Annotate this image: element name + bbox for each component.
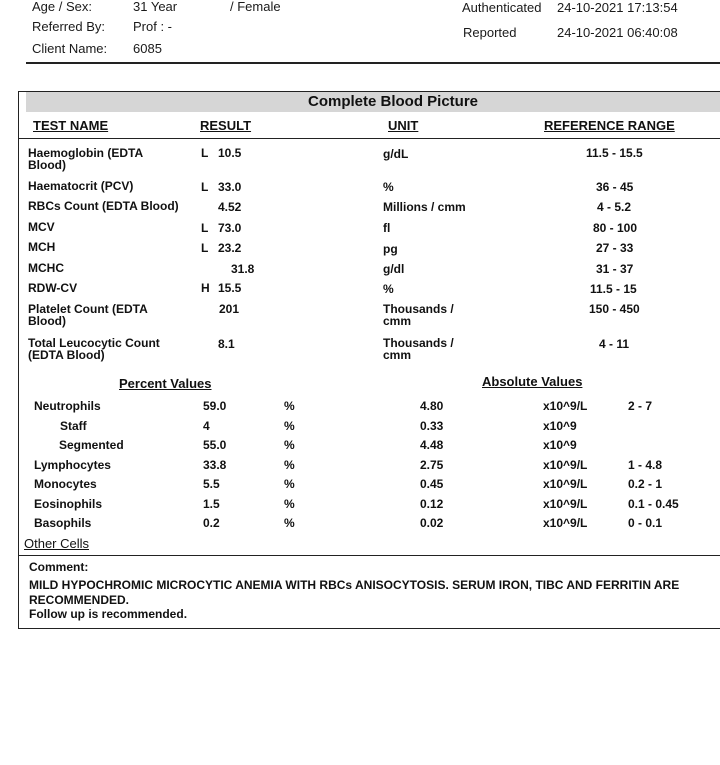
result-unit: g/dL — [383, 147, 409, 161]
result-value: 8.1 — [218, 337, 235, 351]
absolute-value: 4.80 — [420, 399, 444, 413]
absolute-unit: x10^9/L — [543, 516, 588, 530]
absolute-unit: x10^9 — [543, 438, 577, 452]
report-title: Complete Blood Picture — [307, 93, 479, 110]
comment-rule — [18, 555, 720, 556]
test-name: MCV — [28, 220, 55, 234]
test-name: Haemoglobin (EDTA Blood) — [28, 146, 144, 172]
percent-value: 0.2 — [203, 516, 220, 530]
other-cells-label: Other Cells — [24, 536, 90, 551]
client-value: 6085 — [133, 41, 162, 56]
referred-label: Referred By: — [32, 19, 105, 34]
reference-range: 4 - 11 — [599, 337, 630, 351]
cell-name: Neutrophils — [34, 399, 101, 413]
comment-line-3: Follow up is recommended. — [29, 607, 188, 621]
table-header-rule — [18, 138, 720, 139]
percent-unit: % — [284, 458, 295, 472]
report-title-banner — [26, 92, 720, 112]
reference-range: 11.5 - 15 — [590, 282, 637, 296]
comment-label: Comment: — [29, 560, 89, 574]
absolute-unit: x10^9/L — [543, 497, 588, 511]
differential-range: 2 - 7 — [628, 399, 653, 413]
result-flag: L — [201, 241, 209, 255]
header-reference-range: REFERENCE RANGE — [544, 118, 675, 133]
client-label: Client Name: — [32, 41, 108, 56]
differential-range: 0.2 - 1 — [628, 477, 663, 491]
comment-line-1: MILD HYPOCHROMIC MICROCYTIC ANEMIA WITH RBCs ANISOCYTOSIS. SERUM IRON, TIBC AND FERRITIN ARE — [29, 578, 680, 592]
reported-datetime: 24-10-2021 06:40:08 — [557, 25, 678, 40]
result-unit: g/dl — [383, 262, 405, 276]
result-unit: pg — [383, 242, 398, 256]
reference-range: 27 - 33 — [596, 241, 634, 255]
reference-range: 80 - 100 — [593, 221, 638, 235]
absolute-values-header: Absolute Values — [482, 374, 583, 389]
cell-name: Staff — [60, 419, 87, 433]
result-value: 31.8 — [231, 262, 255, 276]
result-flag: H — [201, 281, 210, 295]
age-sex-label: Age / Sex: — [32, 0, 92, 14]
differential-range: 0 - 0.1 — [628, 516, 663, 530]
differential-range: 0.1 - 0.45 — [628, 497, 679, 511]
percent-values-header: Percent Values — [119, 376, 212, 391]
result-value: 73.0 — [218, 221, 242, 235]
result-unit: fl — [383, 221, 391, 235]
percent-value: 5.5 — [203, 477, 220, 491]
reference-range: 36 - 45 — [596, 180, 634, 194]
reference-range: 4 - 5.2 — [597, 200, 632, 214]
result-flag: L — [201, 146, 209, 160]
percent-value: 59.0 — [203, 399, 227, 413]
result-value: 33.0 — [218, 180, 242, 194]
percent-unit: % — [284, 477, 295, 491]
result-value: 15.5 — [218, 281, 242, 295]
absolute-unit: x10^9/L — [543, 458, 588, 472]
result-value: 10.5 — [218, 146, 242, 160]
absolute-unit: x10^9/L — [543, 477, 588, 491]
cell-name: Monocytes — [34, 477, 97, 491]
percent-unit: % — [284, 399, 295, 413]
test-name: RBCs Count (EDTA Blood) — [28, 199, 179, 213]
test-name: Haematocrit (PCV) — [28, 179, 134, 193]
percent-unit: % — [284, 497, 295, 511]
result-unit: Millions / cmm — [383, 200, 466, 214]
result-flag: L — [201, 180, 209, 194]
cell-name: Eosinophils — [34, 497, 103, 511]
result-value: 201 — [219, 302, 240, 316]
result-unit: Thousands / cmm — [383, 336, 454, 362]
header-unit: UNIT — [388, 118, 419, 133]
percent-unit: % — [284, 516, 295, 530]
test-name: MCHC — [28, 261, 64, 275]
reference-range: 11.5 - 15.5 — [586, 146, 643, 160]
absolute-value: 0.33 — [420, 419, 444, 433]
absolute-unit: x10^9 — [543, 419, 577, 433]
result-unit: Thousands / cmm — [383, 302, 454, 328]
percent-unit: % — [284, 438, 295, 452]
reported-label: Reported — [463, 25, 517, 40]
sex-value: / Female — [230, 0, 281, 14]
absolute-value: 0.12 — [420, 497, 444, 511]
test-name: RDW-CV — [28, 281, 78, 295]
result-value: 4.52 — [218, 200, 242, 214]
cell-name: Segmented — [59, 438, 124, 452]
result-value: 23.2 — [218, 241, 242, 255]
reference-range: 31 - 37 — [596, 262, 634, 276]
reference-range: 150 - 450 — [589, 302, 640, 316]
comment-line-2: RECOMMENDED. — [29, 593, 130, 607]
absolute-value: 2.75 — [420, 458, 444, 472]
test-name: Platelet Count (EDTA Blood) — [28, 302, 148, 328]
absolute-value: 4.48 — [420, 438, 444, 452]
result-unit: % — [383, 282, 394, 296]
percent-unit: % — [284, 419, 295, 433]
absolute-value: 0.02 — [420, 516, 444, 530]
referred-value: Prof : - — [133, 19, 173, 34]
header-test-name: TEST NAME — [33, 118, 109, 133]
authenticated-datetime: 24-10-2021 17:13:54 — [557, 0, 678, 15]
age-value: 31 Year — [133, 0, 178, 14]
percent-value: 33.8 — [203, 458, 227, 472]
header-result: RESULT — [200, 118, 252, 133]
percent-value: 1.5 — [203, 497, 220, 511]
cell-name: Basophils — [34, 516, 92, 530]
absolute-value: 0.45 — [420, 477, 444, 491]
cell-name: Lymphocytes — [34, 458, 111, 472]
test-name: MCH — [28, 240, 56, 254]
percent-value: 55.0 — [203, 438, 227, 452]
percent-value: 4 — [203, 419, 210, 433]
result-flag: L — [201, 221, 209, 235]
differential-range: 1 - 4.8 — [628, 458, 663, 472]
test-name: Total Leucocytic Count (EDTA Blood) — [28, 336, 160, 362]
result-unit: % — [383, 180, 394, 194]
header-divider — [26, 62, 720, 64]
absolute-unit: x10^9/L — [543, 399, 588, 413]
authenticated-label: Authenticated — [462, 0, 542, 15]
